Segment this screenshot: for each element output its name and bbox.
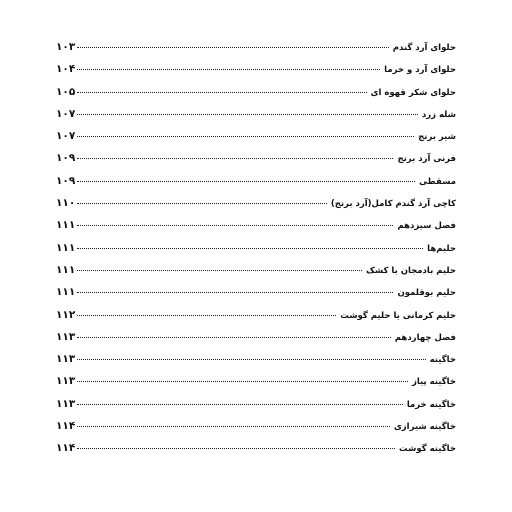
dot-leader [77, 114, 418, 115]
toc-entry-page: ۱۱۳ [56, 375, 76, 388]
dot-leader [77, 181, 415, 182]
toc-entry-title: حلوای شکر قهوه ای [370, 87, 456, 98]
toc-entry-page: ۱۱۱ [56, 219, 76, 232]
toc-entry-page: ۱۰۳ [56, 41, 76, 53]
toc-entry-page: ۱۱۱ [56, 286, 76, 299]
toc-entry[interactable] [56, 58, 456, 80]
toc-entry-page: ۱۰۵ [56, 85, 76, 98]
toc-entry-page: ۱۱۴ [56, 442, 76, 455]
dot-leader [77, 448, 395, 449]
toc-entry-title: کاچی آرد گندم کامل(آرد برنج) [330, 199, 456, 210]
toc-entry[interactable] [56, 348, 456, 370]
toc-entry[interactable] [56, 237, 456, 259]
toc-entry-page: ۱۰۹ [56, 152, 76, 165]
dot-leader [77, 69, 380, 70]
toc-entry-page: ۱۱۳ [56, 397, 76, 410]
toc-entry[interactable] [56, 36, 456, 58]
toc-entry[interactable] [56, 415, 456, 437]
toc-entry-page: ۱۱۱ [56, 241, 76, 254]
toc-entry-page: ۱۱۳ [56, 330, 76, 343]
toc-entry-title: حلیم‌ها [427, 243, 456, 254]
toc-chapter-heading[interactable] [56, 214, 456, 236]
toc-entry-page: ۱۰۴ [56, 63, 76, 76]
toc-entry[interactable] [56, 259, 456, 281]
dot-leader [77, 203, 327, 204]
dot-leader [77, 292, 393, 293]
toc-entry-page: ۱۱۲ [56, 308, 76, 321]
toc-entry[interactable] [56, 192, 456, 214]
toc-entry-page: ۱۱۱ [56, 263, 76, 276]
toc-entry-page: ۱۱۳ [56, 353, 76, 366]
toc-entry-title: خاگینه [429, 355, 456, 366]
toc-entry[interactable] [56, 393, 456, 415]
toc-entry-title: خاگینه گوشت [399, 444, 456, 455]
toc-chapter-heading[interactable] [56, 326, 456, 348]
toc-entry[interactable] [56, 81, 456, 103]
toc-entry-title: خاگینه پیاز [411, 377, 456, 388]
dot-leader [77, 47, 388, 48]
toc-entry-title: شیر برنج [418, 132, 456, 143]
toc-entry-title: حلیم بوقلمون [397, 288, 456, 299]
toc-entry-title: حلیم بادمجان با کشک [366, 265, 456, 276]
dot-leader [77, 270, 362, 271]
dot-leader [77, 359, 425, 360]
toc-entry[interactable] [56, 103, 456, 125]
toc-entry-title: حلوای آرد گندم [392, 43, 456, 53]
toc-entry-title: حلوای آرد و خرما [384, 65, 456, 76]
toc-entry-title: مسقطی [419, 176, 456, 187]
toc-entry-page: ۱۰۹ [56, 174, 76, 187]
toc-entry-title: فرنی آرد برنج [397, 154, 456, 165]
table-of-contents [56, 36, 456, 460]
dot-leader [77, 92, 366, 93]
toc-entry-title: خاگینه شیرازی [393, 422, 456, 433]
dot-leader [77, 404, 403, 405]
toc-entry[interactable] [56, 125, 456, 147]
dot-leader [77, 337, 391, 338]
dot-leader [77, 136, 414, 137]
toc-entry[interactable] [56, 281, 456, 303]
toc-entry-page: ۱۰۷ [56, 107, 76, 120]
toc-entry[interactable] [56, 170, 456, 192]
dot-leader [77, 315, 336, 316]
toc-entry-title: فصل سیزدهم [397, 221, 456, 232]
dot-leader [77, 426, 390, 427]
toc-entry[interactable] [56, 147, 456, 169]
toc-entry-page: ۱۱۰ [56, 197, 76, 210]
toc-entry-title: فصل چهاردهم [394, 332, 456, 343]
toc-entry-page: ۱۱۴ [56, 420, 76, 433]
dot-leader [77, 225, 393, 226]
dot-leader [77, 158, 393, 159]
toc-entry-page: ۱۰۷ [56, 130, 76, 143]
dot-leader [77, 248, 423, 249]
dot-leader [77, 381, 408, 382]
toc-entry-title: حلیم کرمانی یا حلیم گوشت [340, 310, 456, 321]
toc-entry[interactable] [56, 370, 456, 392]
toc-entry-title: خاگینه خرما [406, 399, 456, 410]
toc-entry[interactable] [56, 304, 456, 326]
toc-entry-title: شله زرد [421, 109, 456, 120]
toc-entry[interactable] [56, 437, 456, 459]
